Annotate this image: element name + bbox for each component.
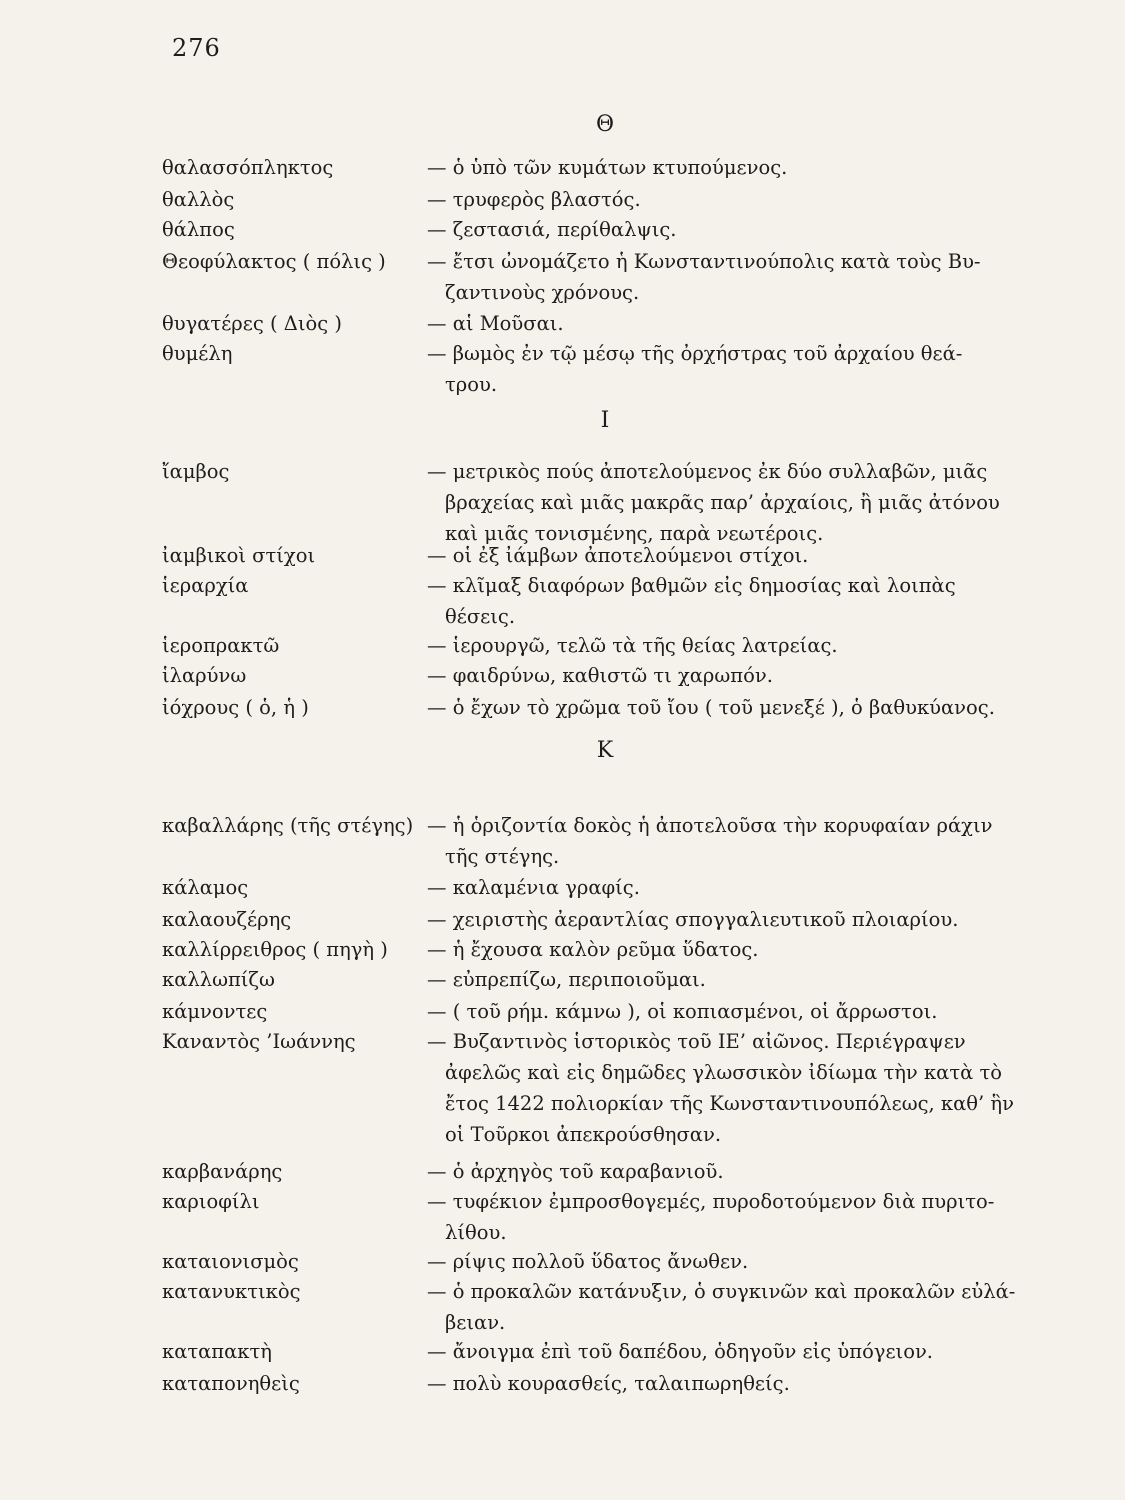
definition-line: — χειριστὴς ἀεραντλίας σπογγαλιευτικοῦ πλοιαρίου. [427,908,959,931]
definition-line: τρου. [445,373,498,396]
definition-line: θέσεις. [445,605,516,628]
definition-line: τῆς στέγης. [445,845,560,868]
entry-definition [427,214,1039,245]
definition-line: — ρίψις πολλοῦ ὕδατος ἄνωθεν. [427,1250,749,1273]
section-letter: Κ [596,738,614,763]
definition-line: βειαν. [445,1311,506,1334]
entry-term: ἰαμβικοὶ στίχοι [162,544,316,567]
entry-term: καταιονισμὸς [162,1250,299,1273]
entry-term: ἴαμβος [162,460,230,483]
definition-line: — κλῖμαξ διαφόρων βαθμῶν εἰς δημοσίας καὶ λοιπὰς [427,574,956,597]
page-number: 276 [172,34,221,62]
entry-definition [427,872,1039,903]
entry-term: καριοφίλι [162,1190,260,1213]
entry-definition [427,904,1039,935]
definition-line: — αἱ Μοῦσαι. [427,312,564,335]
entry-term: ἱλαρύνω [162,664,247,687]
entry-term: καλλωπίζω [162,968,275,991]
entry-term: θάλπος [162,218,235,241]
entry-definition [427,810,1039,872]
definition-line: — Βυζαντινὸς ἱστορικὸς τοῦ ΙΕ’ αἰῶνος. Περιέγραψεν [427,1030,966,1053]
entry-definition [427,1186,1039,1248]
entry-term: κάμνοντες [162,1000,268,1023]
definition-line: — βωμὸς ἐν τῷ μέσῳ τῆς ὀρχήστρας τοῦ ἀρχαίου θεά- [427,342,963,365]
entry-term: ἱεραρχία [162,574,249,597]
definition-line: — ἄνοιγμα ἐπὶ τοῦ δαπέδου, ὁδηγοῦν εἰς ὑπόγειον. [427,1340,934,1363]
entry-definition [427,934,1039,965]
entry-term: Θεοφύλακτος ( πόλις ) [162,250,386,273]
definition-line: ζαντινοὺς χρόνους. [445,281,640,304]
definition-line: — τυφέκιον ἐμπροσθογεμές, πυροδοτούμενον διὰ πυριτο- [427,1190,995,1213]
entry-term: θαλασσόπληκτος [162,156,334,179]
entry-definition [427,152,1039,183]
entry-definition [427,308,1039,339]
definition-line: — μετρικὸς πούς ἀποτελούμενος ἐκ δύο συλλαβῶν, μιᾶς [427,460,988,483]
entry-definition [427,1156,1039,1187]
definition-line: — εὐπρεπίζω, περιποιοῦμαι. [427,968,706,991]
entry-definition [427,1276,1039,1338]
definition-line: ἀφελῶς καὶ εἰς δημῶδες γλωσσικὸν ἰδίωμα τὴν κατὰ τὸ [445,1061,1003,1084]
entry-definition [427,540,1039,571]
entry-definition [427,246,1039,308]
entry-definition [427,660,1039,691]
entry-definition [427,570,1039,632]
definition-line: — ὁ ὑπὸ τῶν κυμάτων κτυπούμενος. [427,156,788,179]
entry-term: ἰόχρους ( ὁ, ἡ ) [162,696,309,719]
definition-line: — φαιδρύνω, καθιστῶ τι χαρωπόν. [427,664,773,687]
definition-line: ἔτος 1422 πολιορκίαν τῆς Κωνσταντινουπόλεως, καθ’ ἣν [445,1092,1014,1115]
entry-definition [427,456,1039,549]
entry-definition [427,630,1039,661]
entry-term: καταπονηθεὶς [162,1372,300,1395]
entry-definition [427,964,1039,995]
entry-term: καβαλλάρης (τῆς στέγης) [162,814,414,837]
definition-line: — ζεστασιά, περίθαλψις. [427,218,677,241]
entry-term: καταπακτὴ [162,1340,272,1363]
entry-definition [427,1246,1039,1277]
entry-term: Καναντὸς ’Ιωάννης [162,1030,356,1053]
entry-term: θαλλὸς [162,188,235,211]
definition-line: — ἡ ἔχουσα καλὸν ρεῦμα ὕδατος. [427,938,759,961]
definition-line: — ὁ ἔχων τὸ χρῶμα τοῦ ἴου ( τοῦ μενεξέ ), ὁ βαθυκύανος. [427,696,995,719]
definition-line: — τρυφερὸς βλαστός. [427,188,641,211]
entry-definition [427,1336,1039,1367]
definition-line: — ἱερουργῶ, τελῶ τὰ τῆς θείας λατρείας. [427,634,838,657]
definition-line: — καλαμένια γραφίς. [427,876,640,899]
definition-line: — πολὺ κουρασθείς, ταλαιπωρηθείς. [427,1372,790,1395]
definition-line: — ἔτσι ὠνομάζετο ἡ Κωνσταντινούπολις κατὰ τοὺς Βυ- [427,250,981,273]
section-letter: Ι [600,408,610,433]
entry-term: θυμέλη [162,342,233,365]
entry-term: καρβανάρης [162,1160,283,1183]
entry-term: καλλίρρειθρος ( πηγὴ ) [162,938,388,961]
definition-line: — ( τοῦ ρήμ. κάμνω ), οἱ κοπιασμένοι, οἱ ἄρρωστοι. [427,1000,938,1023]
entry-definition [427,996,1039,1027]
entry-term: κατανυκτικὸς [162,1280,301,1303]
definition-line: λίθου. [445,1221,507,1244]
entry-definition [427,1368,1039,1399]
definition-line: βραχείας καὶ μιᾶς μακρᾶς παρ’ ἀρχαίοις, ἢ μιᾶς ἀτόνου [445,491,1000,514]
entry-term: καλαουζέρης [162,908,292,931]
entry-term: θυγατέρες ( Διὸς ) [162,312,342,335]
entry-definition [427,692,1039,723]
definition-line: — οἱ ἐξ ἰάμβων ἀποτελούμενοι στίχοι. [427,544,809,567]
section-letter: Θ [595,112,615,137]
definition-line: οἱ Τοῦρκοι ἀπεκρούσθησαν. [445,1123,722,1146]
definition-line: — ἡ ὁριζοντία δοκὸς ἡ ἀποτελοῦσα τὴν κορυφαίαν ράχιν [427,814,993,837]
entry-definition [427,338,1039,400]
entry-definition [427,1026,1039,1150]
entry-definition [427,184,1039,215]
definition-line: καὶ μιᾶς τονισμένης, παρὰ νεωτέροις. [445,522,824,545]
definition-line: — ὁ ἀρχηγὸς τοῦ καραβανιοῦ. [427,1160,724,1183]
definition-line: — ὁ προκαλῶν κατάνυξιν, ὁ συγκινῶν καὶ προκαλῶν εὐλά- [427,1280,1016,1303]
entry-term: κάλαμος [162,876,249,899]
entry-term: ἱεροπρακτῶ [162,634,280,657]
